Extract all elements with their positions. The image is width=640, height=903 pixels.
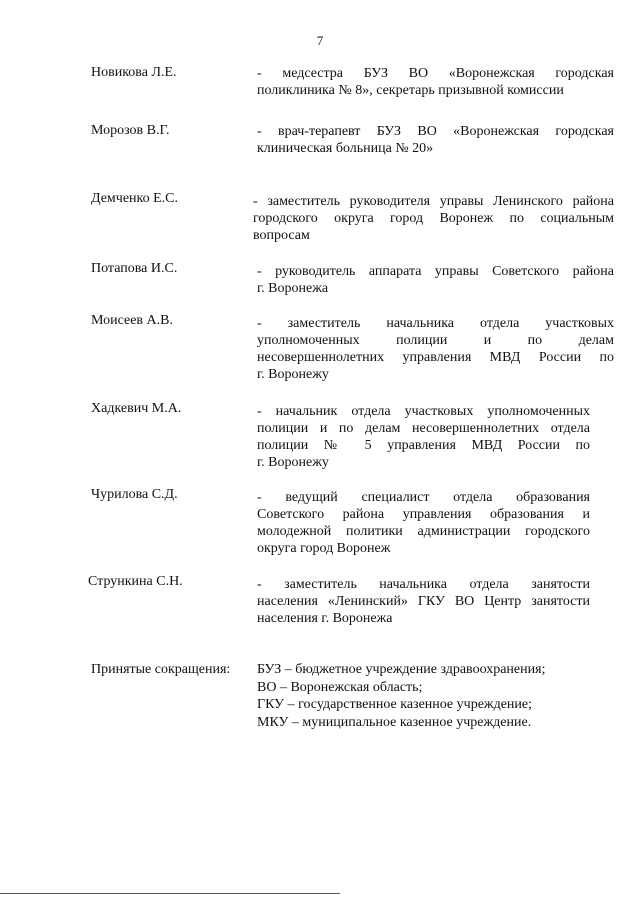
position-line: - ведущий специалист отдела образования [257,490,590,505]
position-line: полиции № 5 управления МВД России по [257,438,590,453]
member-position [257,489,590,557]
position-line: городского округа город Воронеж по социальным [253,211,614,226]
member-position [257,123,614,157]
footer-divider [0,893,340,894]
member-position [257,65,614,99]
abbreviations-list [257,661,545,731]
member-name: Новикова Л.Е. [91,65,177,80]
member-position [253,193,614,244]
position-line: несовершеннолетних управления МВД России по [257,350,614,365]
position-line: - руководитель аппарата управы Советского района [257,264,614,279]
member-name: Хадкевич М.А. [91,401,182,416]
position-line: - врач-терапевт БУЗ ВО «Воронежская городская [257,124,614,139]
position-line: вопросам [253,228,310,243]
position-line: - заместитель начальника отдела занятости [257,577,590,592]
position-line: клиническая больница № 20» [257,141,434,156]
position-line: полиции и по делам несовершеннолетних отдела [257,421,590,436]
member-name: Моисеев А.В. [91,313,173,328]
position-line: - заместитель руководителя управы Ленинского района [253,194,614,209]
position-line: округа город Воронеж [257,541,391,556]
position-line: г. Воронежа [257,281,329,296]
position-line: поликлиника № 8», секретарь призывной комиссии [257,83,564,98]
member-name: Демченко Е.С. [91,191,179,206]
abbreviations-label: Принятые сокращения: [91,662,231,677]
abbreviation-item: ГКУ – государственное казенное учреждение; [257,697,533,712]
page-number: 7 [316,33,324,48]
position-line: - заместитель начальника отдела участковых [257,316,614,331]
member-name: Морозов В.Г. [91,123,170,138]
member-position [257,263,614,297]
position-line: населения г. Воронежа [257,611,393,626]
position-line: - медсестра БУЗ ВО «Воронежская городская [257,66,614,81]
position-line: - начальник отдела участковых уполномоченных [257,404,590,419]
position-line: г. Воронежу [257,455,329,470]
abbreviation-item: МКУ – муниципальное казенное учреждение. [257,714,532,730]
position-line: г. Воронежу [257,367,329,382]
member-position [257,315,614,383]
position-line: молодежной политики администрации городского [257,524,590,539]
abbreviation-item: ВО – Воронежская область; [257,679,423,695]
member-name: Чурилова С.Д. [91,487,178,502]
member-name: Потапова И.С. [91,261,178,276]
position-line: Советского района управления образования и [257,507,590,522]
member-position [257,403,590,471]
member-name: Стрункина С.Н. [88,574,183,589]
member-position [257,576,590,627]
position-line: населения «Ленинский» ГКУ ВО Центр занятости [257,594,590,609]
abbreviation-item: БУЗ – бюджетное учреждение здравоохранения; [257,662,546,677]
position-line: уполномоченных полиции и по делам [257,333,614,348]
